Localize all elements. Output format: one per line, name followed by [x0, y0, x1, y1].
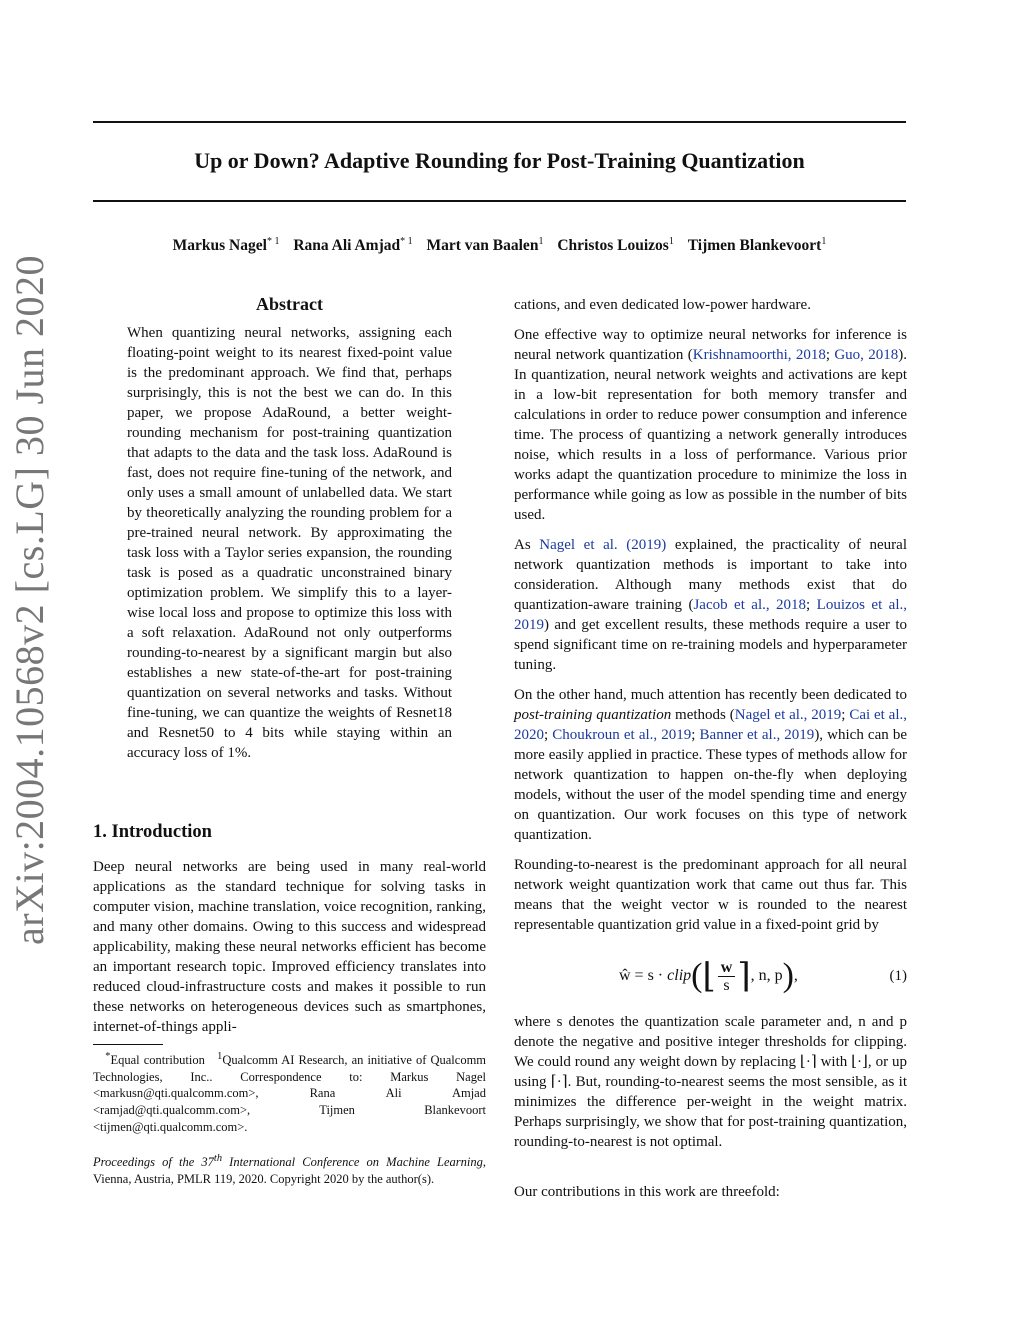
paragraph: One effective way to optimize neural networks for inference is neural network quantization (Krishnamoorthi, 2018; Guo, 2018). In quantization, neural network weights and activations are kept in a low-bit representation for both memory transfer and calculations in order to reduce power consumption and inference time. The process of quantizing a network generally introduces noise, which results in a loss of performance. Various prior works adapt the quantization procedure to minimize the loss in performance while going as low as possible in the number of bits used. [514, 327, 907, 523]
citation-link[interactable]: Choukroun et al., 2019 [552, 727, 692, 743]
footnote-rule [93, 1044, 163, 1045]
paragraph: On the other hand, much attention has recently been dedicated to post-training quantization methods (Nagel et al., 2019; Cai et al., 2020; Choukroun et al., 2019; Banner et al., 2019), which can be more easily applied in practice. These types of methods allow for network quantization to happen on-the-fly when deploying models, without the user of the model spending time and energy on quantization. Our work focuses on this type of network quantization. [514, 687, 908, 843]
paragraph: Our contributions in this work are threefold: [514, 1184, 780, 1200]
intro-paragraph: Deep neural networks are being used in many real-world applications as the standard technique for solving tasks in computer vision, machine translation, voice recognition, ranking, and many other domains. Owing to this success and widespread applicability, making these neural networks efficient has become an important research topic. Improved efficiency translates into reduced cloud-infrastructure costs and makes it possible to run these networks on heterogeneous devices such as smartphones, internet-of-things appli- [93, 859, 486, 1035]
paper-title: Up or Down? Adaptive Rounding for Post-Training Quantization [194, 148, 805, 173]
citation-link[interactable]: Nagel et al. [539, 537, 618, 553]
title-top-rule [93, 121, 906, 123]
paragraph: where s denotes the quantization scale parameter and, n and p denote the negative and positive integer thresholds for clipping. We could round any weight down by replacing ⌊·⌉ with ⌊·⌋, or up using ⌈·⌉. But, rounding-to-nearest seems the most sensible, as it minimizes the difference per-weight in the weight matrix. Perhaps surprisingly, we show that for post-training quantization, rounding-to-nearest is not optimal. [514, 1014, 907, 1150]
author-list [93, 236, 906, 255]
author: Christos Louizos$^1$ [557, 236, 674, 255]
equation-body: ŵ = s · clip(⌊ $\frac{w}{s}$ ⌉, n, p), [619, 957, 798, 995]
citation-link[interactable]: Louizos et al., 2019 [514, 597, 907, 633]
citation-link[interactable]: Jacob et al., 2018 [693, 597, 807, 613]
title-bottom-rule [93, 200, 906, 202]
author: Markus Nagel$^{* 1}$ [172, 236, 280, 255]
fraction: $\frac{w}{s}$ [718, 959, 736, 994]
equation-1 [514, 956, 907, 1000]
abstract-heading: Abstract [256, 294, 323, 314]
paragraph: cations, and even dedicated low-power hardware. [514, 297, 811, 313]
author: Rana Ali Amjad$^{* 1}$ [293, 236, 413, 255]
equation-number: (1) [889, 968, 907, 984]
citation-link[interactable]: Banner et al., 2019 [699, 727, 815, 743]
citation-link[interactable]: Krishnamoorthi, 2018 [692, 347, 826, 363]
paragraph: As Nagel et al. (2019) explained, the practicality of neural network quantization methods is important to take into consideration. Although many methods exist that do quantization-aware training (Jacob et al., 2018; Louizos et al., 2019) and get excellent results, these methods require a user to spend significant time on re-training models and hyperparameter tuning. [514, 537, 908, 673]
proceedings-note: Proceedings of the 37th International Conference on Machine Learning, Vienna, Austria, PMLR 119, 2020. Copyright 2020 by the author(s). [93, 1153, 487, 1186]
author: Tijmen Blankevoort$^1$ [687, 236, 827, 255]
citation-link[interactable]: (2019) [626, 537, 667, 553]
footnote: *Equal contribution $^1$Qualcomm AI Research, an initiative of Qualcomm Technologies, Inc.. Correspondence to: Markus Nagel <markusn@qti.qualcomm.com>, Rana Ali Amjad <ramjad@qti.qualcomm.com>, Tijmen Blankevoort <tijmen@qti.qualcomm.com>. [93, 1051, 487, 1134]
author: Mart van Baalen$^1$ [426, 236, 544, 255]
citation-link[interactable]: Guo, 2018 [834, 347, 899, 363]
intro-heading: 1. Introduction [93, 822, 212, 842]
citation-link[interactable]: Nagel et al., 2019 [734, 707, 842, 723]
abstract-text: When quantizing neural networks, assigning each floating-point weight to its nearest fixed-point value is the predominant approach. We find that, perhaps surprisingly, this is not the best we can do. In this paper, we propose AdaRound, a better weight-rounding mechanism for post-training quantization that adapts to the data and the task loss. AdaRound is fast, does not require fine-tuning of the network, and only uses a small amount of unlabelled data. We start by theoretically analyzing the rounding problem for a pre-trained neural network. By approximating the task loss with a Taylor series expansion, the rounding task is posed as a quadratic unconstrained binary optimization problem. We simplify this to a layer-wise local loss and propose to optimize this loss with a soft relaxation. AdaRound not only outperforms rounding-to-nearest by a significant margin but also establishes a new state-of-the-art for post-training quantization on several networks and tasks. Without fine-tuning, we can quantize the weights of Resnet18 and Resnet50 to 4 bits while staying within an accuracy loss of 1%. [127, 325, 452, 761]
citation-link[interactable]: Cai et al., 2020 [514, 707, 908, 743]
arxiv-stamp: arXiv:2004.10568v2 [cs.LG] 30 Jun 2020 [7, 254, 52, 945]
paragraph: Rounding-to-nearest is the predominant approach for all neural network weight quantization work that came out thus far. This means that the weight vector w is rounded to the nearest representable quantization grid value in a fixed-point grid by [514, 857, 907, 933]
